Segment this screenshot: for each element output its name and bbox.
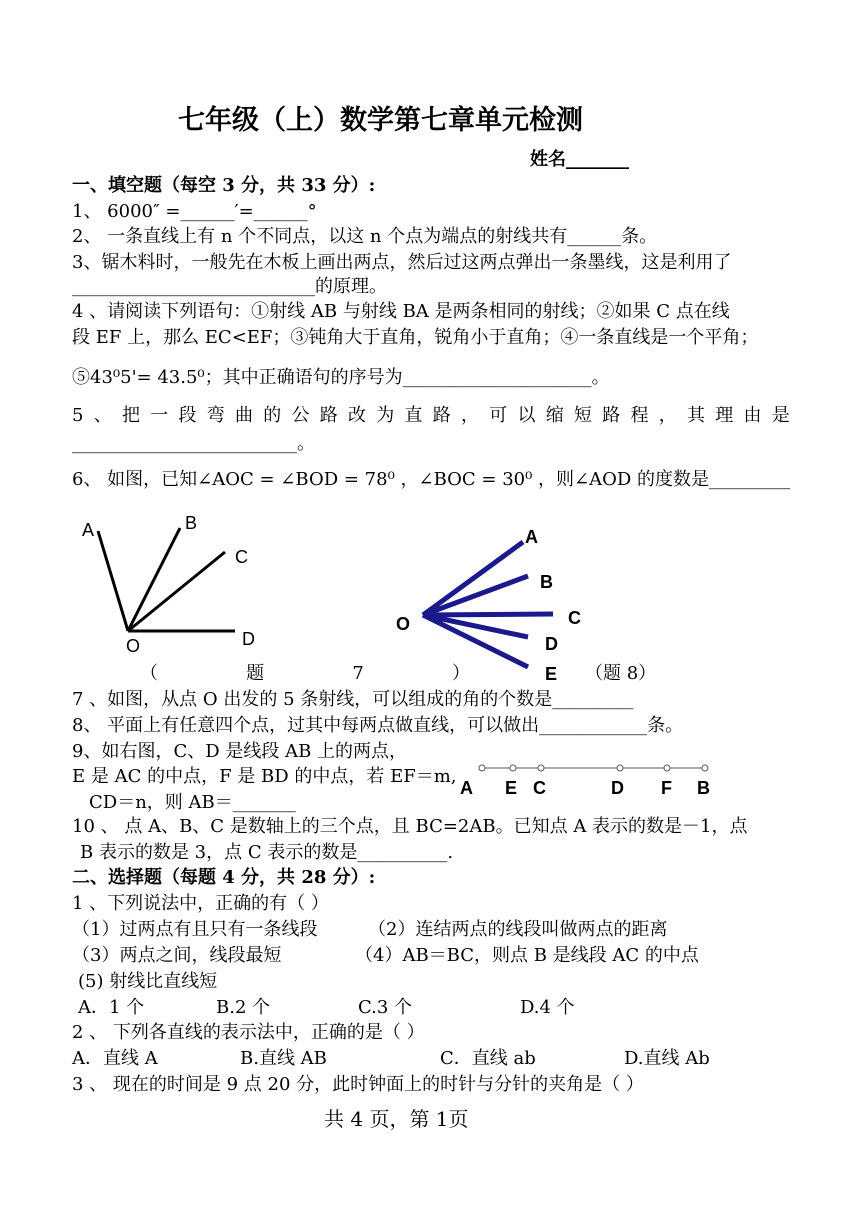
mc1-option-2: （2）连结两点的线段叫做两点的距离 <box>368 919 668 940</box>
figure-7-angle-diagram <box>72 510 272 660</box>
question-5-char: 是 <box>771 405 790 426</box>
fig8-label-C: C <box>568 608 581 628</box>
mc-question-2: 2 、 下列各直线的表示法中，正确的是（ ） <box>72 1022 425 1043</box>
mc1-option-4: （4）AB＝BC，则点 B 是线段 AC 的中点 <box>355 945 699 966</box>
mc1-choice-a: A．1 个 <box>78 997 145 1018</box>
question-5-line-2: _________________________。 <box>72 433 315 454</box>
fig7-label-A: A <box>82 520 95 540</box>
question-4-line-1: 4 、请阅读下列语句：①射线 AB 与射线 BA 是两条相同的射线；②如果 C 点在线 <box>72 301 730 322</box>
name-field: 姓名_______ <box>530 149 629 170</box>
question-5-char: 为 <box>376 405 395 426</box>
figure-7-caption: （ 题 7 ） <box>140 663 470 684</box>
mc1-option-3: （3）两点之间，线段最短 <box>72 945 282 966</box>
page-title: 七年级（上）数学第七章单元检测 <box>178 105 583 136</box>
mc2-choice-c: C．直线 ab <box>440 1048 536 1069</box>
question-5-char: 以 <box>517 405 536 426</box>
mc1-choice-b: B.2 个 <box>216 997 271 1018</box>
fig8-label-D: D <box>545 634 558 654</box>
fig9-label-F: F <box>661 778 672 798</box>
fig7-label-C: C <box>235 547 248 567</box>
question-5-char: 缩 <box>545 405 564 426</box>
question-2: 2、 一条直线上有 n 个不同点，以这 n 个点为端点的射线共有______条。 <box>72 226 658 247</box>
figure-9-segment-diagram <box>455 758 725 800</box>
question-10-line-1: 10 、 点 A、B、C 是数轴上的三个点，且 BC=2AB。已知点 A 表示的数是－1，点 <box>72 816 748 837</box>
question-5-char: 理 <box>715 405 734 426</box>
fig7-label-B: B <box>185 513 198 533</box>
question-5-char: 曲 <box>234 405 253 426</box>
fig9-label-A: A <box>460 778 473 798</box>
question-1: 1、 6000″ =______′=______° <box>72 201 317 222</box>
question-9-line-1: 9、如右图，C、D 是线段 AB 上的两点， <box>72 741 408 762</box>
question-4-line-2: 段 EF 上，那么 EC<EF；③钝角大于直角，锐角小于直角；④一条直线是一个平角； <box>72 327 759 348</box>
mc-question-1: 1 、下列说法中，正确的有（ ） <box>72 893 329 914</box>
mc2-choice-d: D.直线 Ab <box>624 1048 710 1069</box>
question-5-char: 可 <box>489 405 508 426</box>
question-5-char: 其 <box>686 405 705 426</box>
mc1-choice-d: D.4 个 <box>520 997 575 1018</box>
fig9-label-B: B <box>697 778 710 798</box>
fig8-label-B: B <box>540 572 553 592</box>
fig8-label-O: O <box>396 614 411 634</box>
mc2-choice-b: B.直线 AB <box>240 1048 327 1069</box>
question-5-char: ， <box>658 405 677 426</box>
mc2-choice-a: A．直线 A <box>72 1048 158 1069</box>
page-footer: 共 4 页，第 1页 <box>324 1107 469 1131</box>
figure-8-ray-diagram <box>390 520 600 680</box>
section-heading-multiple-choice: 二、选择题（每题 4 分，共 28 分）: <box>72 867 376 888</box>
question-9-line-2: E 是 AC 的中点，F 是 BD 的中点，若 EF＝m, <box>72 766 457 787</box>
figure-8-caption: （题 8） <box>585 663 657 684</box>
question-5-char: 直 <box>404 405 423 426</box>
question-3-line-2: ___________________________的原理。 <box>72 276 387 297</box>
question-5-char: 由 <box>743 405 762 426</box>
question-5-char: 改 <box>347 405 366 426</box>
question-5-char: 路 <box>432 405 451 426</box>
question-5-char: 5 <box>72 405 84 426</box>
mc1-option-1: （1）过两点有且只有一条线段 <box>72 919 318 940</box>
question-7: 7 、如图，从点 O 出发的 5 条射线，可以组成的角的个数是_________ <box>72 689 634 710</box>
fig7-label-O: O <box>126 636 141 656</box>
section-heading-fill-in: 一、填空题（每空 3 分，共 33 分）: <box>72 175 376 196</box>
fig9-label-D: D <box>611 778 624 798</box>
fig7-label-D: D <box>242 629 255 649</box>
question-10-line-2: B 表示的数是 3，点 C 表示的数是__________. <box>80 842 454 863</box>
question-5-char: 短 <box>573 405 592 426</box>
question-6: 6、 如图，已知∠AOC = ∠BOD = 78⁰ ，∠BOC = 30⁰ ，则∠AOD 的度数是_________ <box>72 469 791 490</box>
question-5-line-1 <box>72 404 790 428</box>
fig8-label-E: E <box>545 664 558 680</box>
question-5-char: 公 <box>291 405 310 426</box>
question-5-char: 段 <box>178 405 197 426</box>
question-4-line-3: ⑤43⁰5'= 43.5⁰；其中正确语句的序号为_____________________。 <box>72 367 610 388</box>
mc1-option-5: (5) 射线比直线短 <box>78 971 218 992</box>
question-5-char: 路 <box>602 405 621 426</box>
fig8-label-A: A <box>525 527 538 547</box>
question-5-char: 路 <box>319 405 338 426</box>
question-5-char: 程 <box>630 405 649 426</box>
fig9-label-C: C <box>533 778 546 798</box>
question-5-char: 一 <box>150 405 169 426</box>
question-5-char: 弯 <box>206 405 225 426</box>
question-9-line-3: CD＝n，则 AB＝_______ <box>89 792 296 813</box>
question-5-char: 的 <box>263 405 282 426</box>
mc-question-3: 3 、 现在的时间是 9 点 20 分，此时钟面上的时针与分针的夹角是（ ） <box>72 1074 644 1095</box>
question-5-char: 、 <box>93 405 112 426</box>
question-5-char: 把 <box>121 405 140 426</box>
question-5-char: ， <box>460 405 479 426</box>
fig9-label-E: E <box>505 778 518 798</box>
question-8: 8、 平面上有任意四个点，过其中每两点做直线，可以做出____________条。 <box>72 715 684 736</box>
question-3-line-1: 3、锯木料时，一般先在木板上画出两点，然后过这两点弹出一条墨线，这是利用了 <box>72 252 732 273</box>
mc1-choice-c: C.3 个 <box>358 997 413 1018</box>
